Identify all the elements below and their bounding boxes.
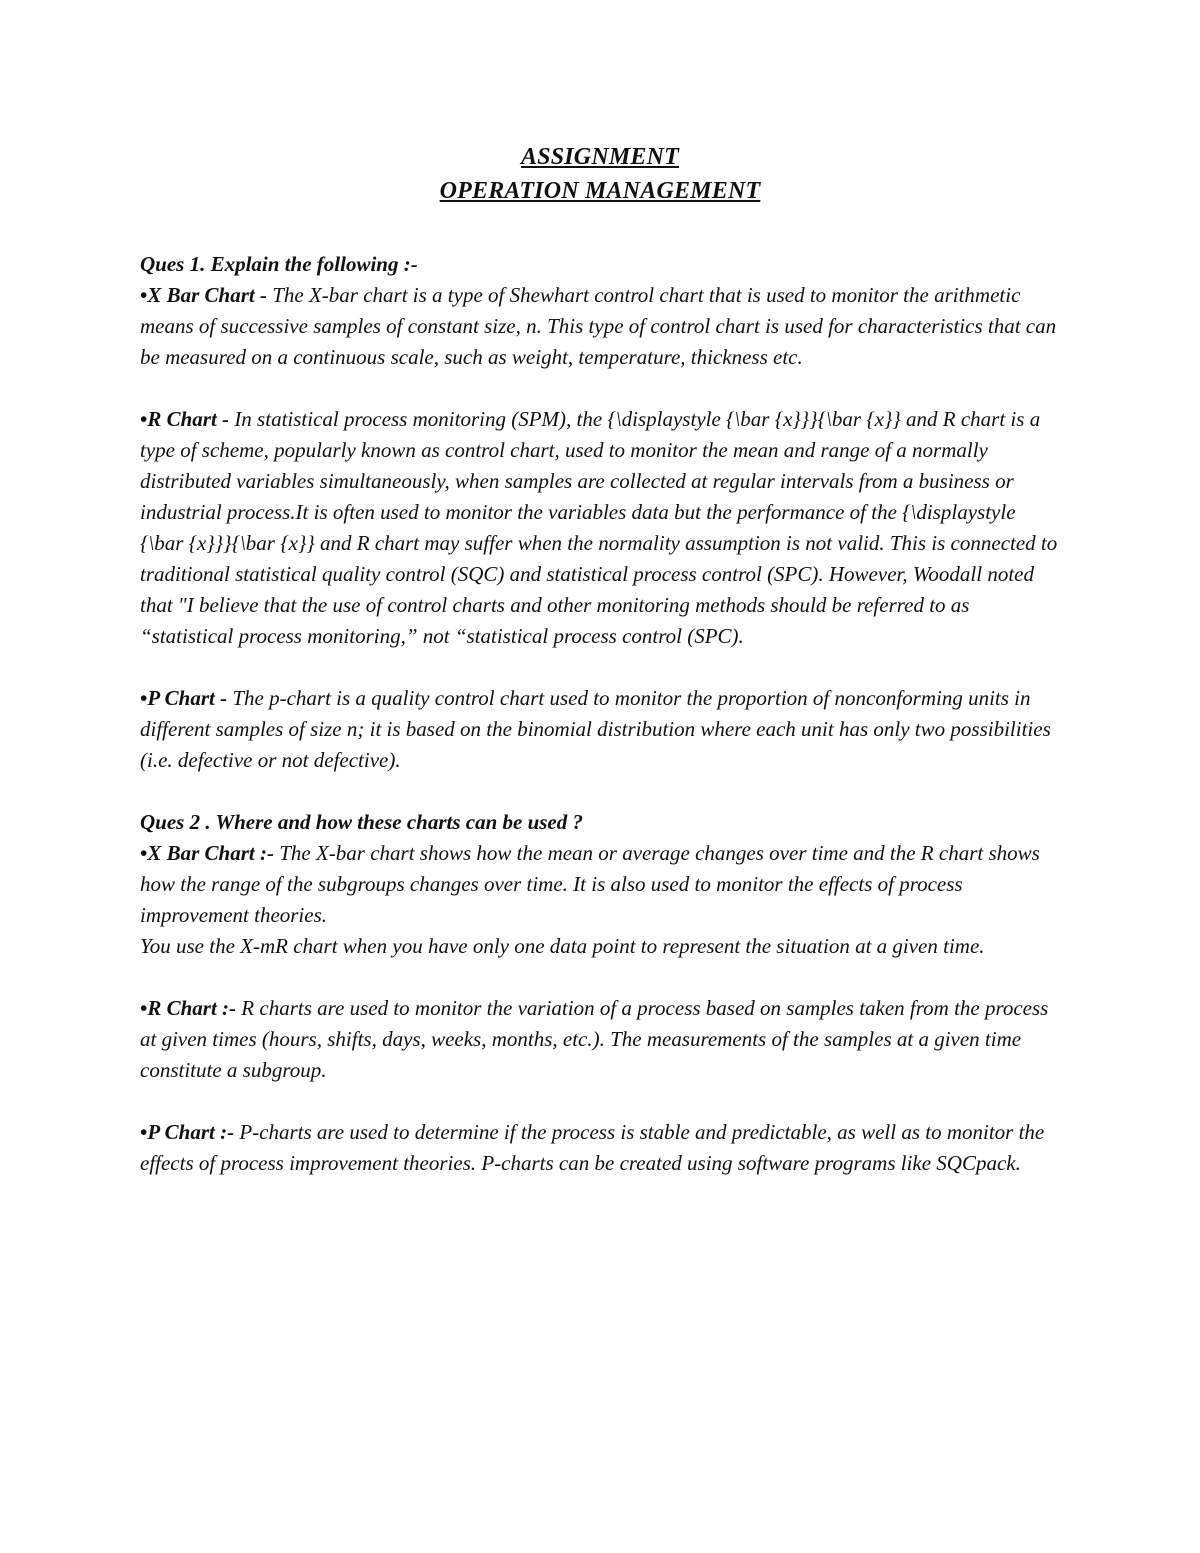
paragraph-gap xyxy=(140,652,1060,683)
q2-xbar-extra: You use the X-mR chart when you have only one data point to represent the situation at a given time. xyxy=(140,934,985,958)
paragraph-gap xyxy=(140,1086,1060,1117)
bullet-glyph: • xyxy=(140,283,148,307)
q2-xbar-term: X Bar Chart :- xyxy=(147,841,280,865)
bullet-glyph: • xyxy=(140,1120,148,1144)
bullet-glyph: • xyxy=(140,407,148,431)
paragraph-gap xyxy=(140,776,1060,807)
q2-pchart-term: P Chart :- xyxy=(147,1120,240,1144)
q1-xbar-term: X Bar Chart - xyxy=(147,283,273,307)
q2-rchart-paragraph xyxy=(140,993,1060,1086)
q1-rchart-paragraph xyxy=(140,404,1060,652)
title-block xyxy=(0,140,1200,208)
q2-pchart-text: P-charts are used to determine if the process is stable and predictable, as well as to monitor the effects of process improvement theories. P-charts can be created using software programs like SQCpack. xyxy=(140,1120,1045,1175)
paragraph-gap xyxy=(140,373,1060,404)
q1-pchart-paragraph xyxy=(140,683,1060,776)
bullet-glyph: • xyxy=(140,996,148,1020)
question-2-heading: Ques 2 . Where and how these charts can be used ? xyxy=(140,810,583,834)
bullet-glyph: • xyxy=(140,841,148,865)
q1-pchart-text: The p-chart is a quality control chart used to monitor the proportion of nonconforming units in different samples of size n; it is based on the binomial distribution where each unit has only two possibilities (i.e. defective or not defective). xyxy=(140,686,1051,772)
q2-xbar-paragraph xyxy=(140,838,1060,931)
q2-pchart-paragraph xyxy=(140,1117,1060,1179)
q2-xbar-text: The X-bar chart shows how the mean or average changes over time and the R chart shows how the range of the subgroups changes over time. It is also used to monitor the effects of process improvement theories. xyxy=(140,841,1040,927)
document-title: ASSIGNMENT xyxy=(520,144,680,170)
q1-rchart-term: R Chart - xyxy=(147,407,235,431)
document-subtitle: OPERATION MANAGEMENT xyxy=(439,178,761,204)
bullet-glyph: • xyxy=(140,686,148,710)
q1-rchart-text: In statistical process monitoring (SPM), the {\displaystyle {\bar {x}}}{\bar {x}} and R chart is a type of scheme, popularly known as control chart, used to monitor the mean and range of a normally distributed variables simultaneously, when samples are collected at regular intervals from a business or industrial process.It is often used to monitor the variables data but the performance of the {\displaystyle {\bar {x}}}{\bar {x}} and R chart may suffer when the normality assumption is not valid. This is connected to traditional statistical quality control (SQC) and statistical process control (SPC). However, Woodall noted that "I believe that the use of control charts and other monitoring methods should be referred to as “statistical process monitoring,” not “statistical process control (SPC). xyxy=(140,407,1058,648)
q1-pchart-term: P Chart - xyxy=(147,686,233,710)
question-1-heading: Ques 1. Explain the following :- xyxy=(140,252,418,276)
paragraph-gap xyxy=(140,962,1060,993)
q2-rchart-term: R Chart :- xyxy=(147,996,242,1020)
document-body xyxy=(140,249,1060,1179)
q2-rchart-text: R charts are used to monitor the variation of a process based on samples taken from the process at given times (hours, shifts, days, weeks, months, etc.). The measurements of the samples at a given time constitute a subgroup. xyxy=(140,996,1049,1082)
q1-xbar-text: The X-bar chart is a type of Shewhart control chart that is used to monitor the arithmetic means of successive samples of constant size, n. This type of control chart is used for characteristics that can be measured on a continuous scale, such as weight, temperature, thickness etc. xyxy=(140,283,1057,369)
q1-xbar-paragraph xyxy=(140,280,1060,373)
